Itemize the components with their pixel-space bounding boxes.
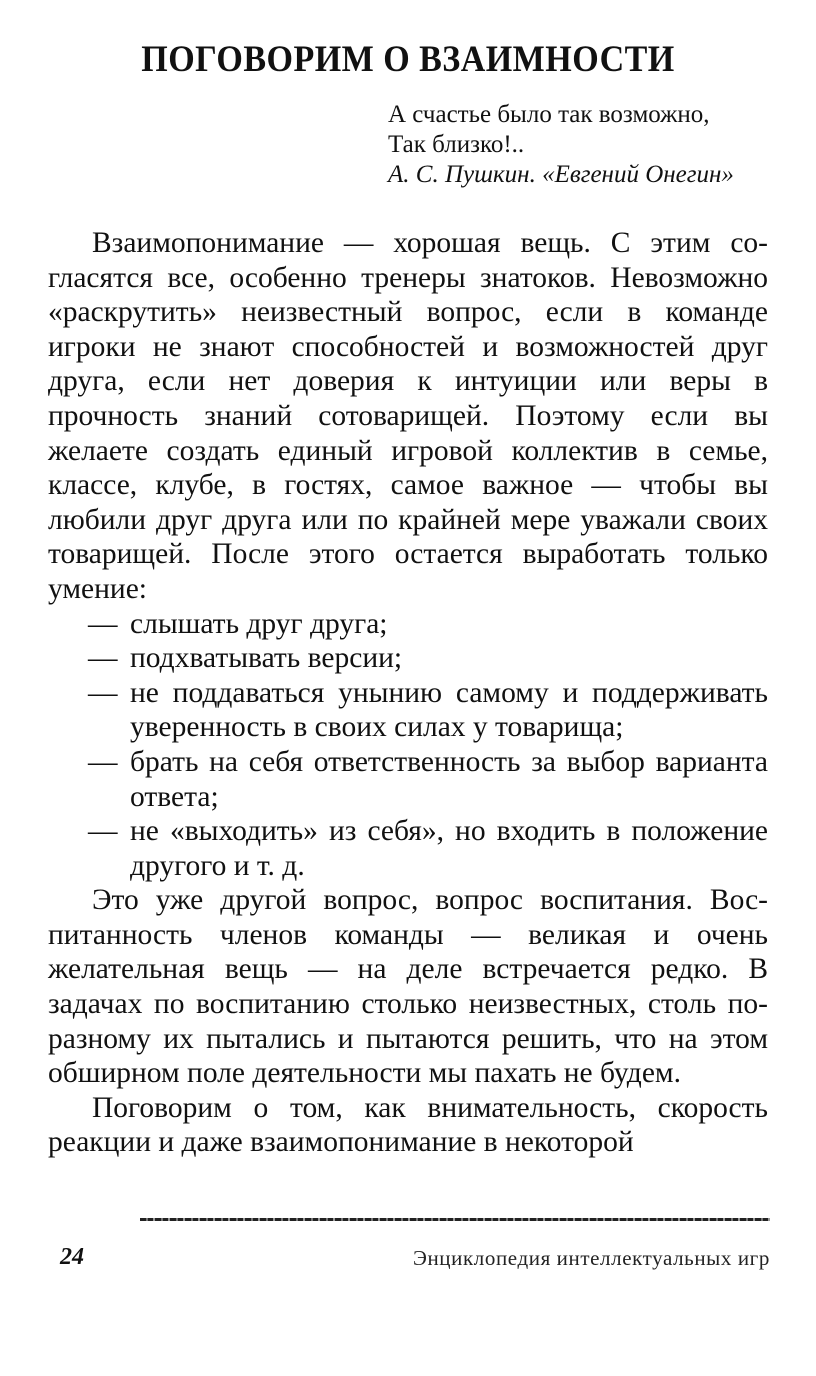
dash-marker: — [88,607,118,640]
list-item-text: не поддаваться унынию самому и поддерживать уверенность в своих силах у товарища; [130,676,768,744]
dash-marker: — [88,745,118,778]
list-item [48,607,768,642]
chapter-title: ПОГОВОРИМ О ВЗАИМНОСТИ [141,39,675,80]
list-item [48,676,768,745]
page-number: 24 [60,1244,84,1270]
list-item-text: подхватывать версии; [130,642,403,675]
paragraph-3: Поговорим о том, как внимательность, скорость реакции и даже взаимопонимание в некоторой [48,1091,768,1159]
epigraph-line-2: Так близко!.. [388,131,525,158]
dash-marker: — [88,642,118,675]
list-item [48,814,768,883]
epigraph-attribution: А. С. Пушкин. «Евгений Онегин» [388,161,734,188]
footer-rule [140,1218,770,1221]
body-text [48,226,768,1160]
list-item [48,745,768,814]
list-item-text: слышать друг друга; [130,607,388,640]
list-item-text: брать на себя ответственность за выбор варианта ответа; [130,745,768,813]
epigraph-line-1: А счастье было так возможно, [388,101,710,128]
dash-marker: — [88,815,118,848]
list-item-text: не «выходить» из себя», но входить в положение другого и т. д. [130,815,768,882]
dash-marker: — [88,676,118,709]
skills-list [48,607,768,884]
paragraph-1: Взаимопонимание — хорошая вещь. С этим согласятся все, особенно тренеры знатоков. Невозможно «раскрутить» неизвестный вопрос, если в команде игроки не знают способностей и возможностей друг друга, если нет доверия к интуиции или веры в прочность знаний сотоварищей. Поэтому если вы желаете создать единый игровой коллектив в семье, классе, клубе, в гостях, самое важное — чтобы вы любили друг друга или по крайней мере уважали своих товарищей. После этого остается выработать только умение: [48,227,768,605]
running-title: Энциклопедия интеллектуальных игр [413,1246,770,1270]
epigraph [388,100,788,190]
list-item [48,641,768,676]
paragraph-2: Это уже другой вопрос, вопрос воспитания. Воспитанность членов команды — великая и очень желательная вещь — на деле встречается редко. В задачах по воспитанию столько неизвестных, столь по-разному их пытались и пытаются решить, что на этом обширном поле деятельности мы пахать не будем. [48,884,768,1090]
